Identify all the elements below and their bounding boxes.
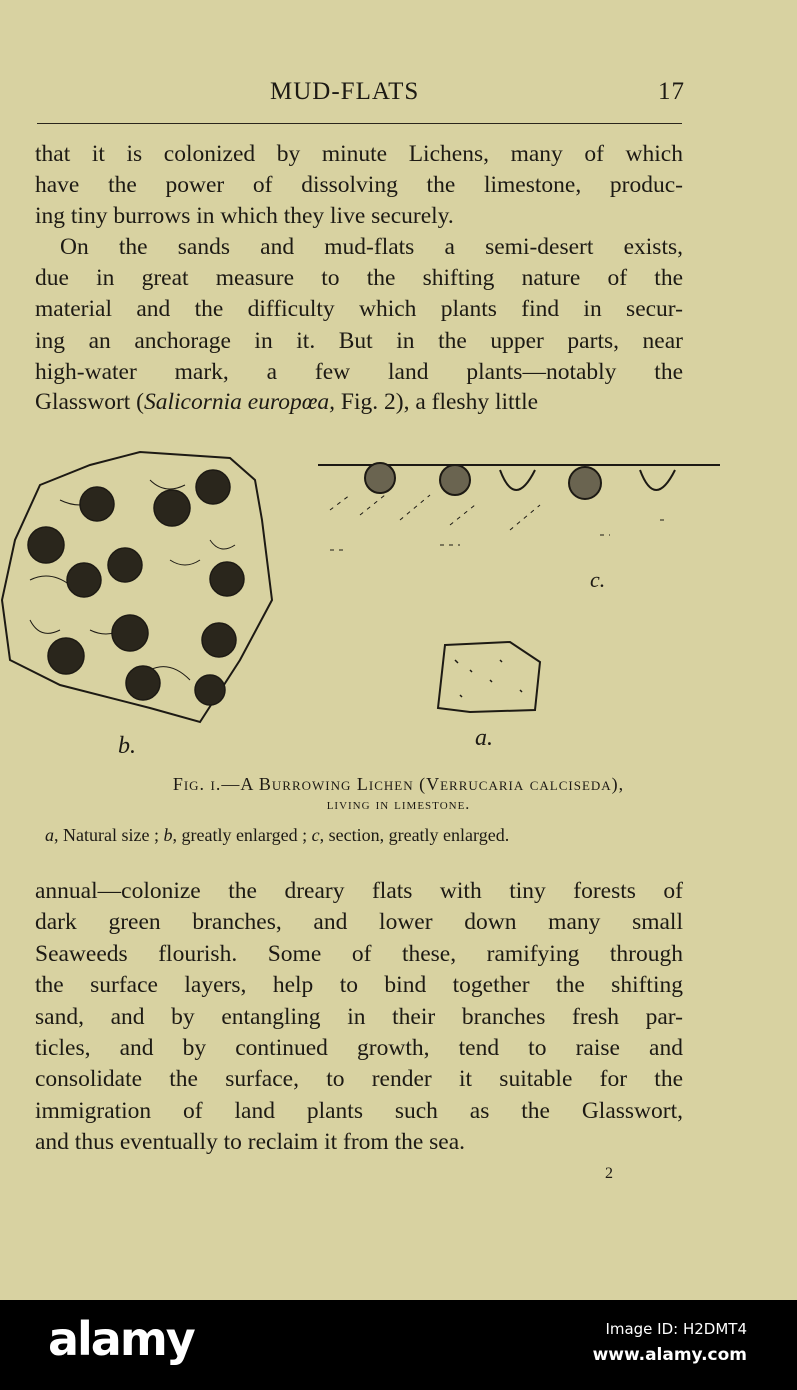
text: , greatly enlarged ;: [172, 825, 312, 845]
alamy-logo: alamy: [48, 1312, 194, 1366]
legend-key: b: [163, 825, 173, 845]
text-line: On the sands and mud-flats a semi-desert exists,: [60, 234, 683, 260]
text: , section, greatly enlarged.: [319, 825, 510, 845]
text-line: Seaweeds flourish. Some of these, ramifying through: [35, 940, 683, 967]
image-id: Image ID: H2DMT4: [605, 1320, 747, 1338]
species-name: Salicornia europœa,: [144, 389, 336, 415]
lichen-figure: [0, 440, 797, 760]
text-line: that it is colonized by minute Lichens, many of which: [35, 141, 683, 167]
text-line: sand, and by entangling in their branches fresh par-: [35, 1003, 683, 1030]
running-head: MUD-FLATS: [270, 78, 420, 105]
text-line: ing tiny burrows in which they live securely.: [35, 203, 454, 230]
text: , Natural size ;: [54, 825, 164, 845]
text-line: ing an anchorage in it. But in the upper parts, near: [35, 327, 683, 354]
text-line: dark green branches, and lower down many small: [35, 909, 683, 936]
header-rule: [37, 123, 682, 124]
text-line: consolidate the surface, to render it suitable for the: [35, 1066, 683, 1093]
figure-caption-title: Fig. i.—A Burrowing Lichen (Verrucaria calciseda),: [172, 774, 625, 794]
legend-key: a: [45, 825, 54, 845]
figure-b-enlarged: [2, 452, 272, 722]
watermark-footer: [0, 1300, 797, 1390]
label-b: b.: [118, 733, 136, 759]
text-line: and thus eventually to reclaim it from the sea.: [35, 1129, 466, 1156]
label-a: a.: [475, 725, 493, 751]
label-c: c.: [590, 567, 606, 592]
text-line: have the power of dissolving the limestone, produc-: [35, 172, 683, 199]
figure-legend: [45, 825, 509, 846]
text-line: the surface layers, help to bind together the shifting: [35, 972, 683, 999]
legend-key: c: [311, 825, 320, 845]
text-line: material and the difficulty which plants find in secur-: [35, 296, 683, 323]
text-line: due in great measure to the shifting nature of the: [35, 265, 683, 292]
signature-mark: 2: [605, 1165, 613, 1182]
page-number: 17: [658, 78, 685, 105]
text-line: annual—colonize the dreary flats with tiny forests of: [35, 878, 683, 904]
figure-c-section: [318, 463, 720, 550]
text: Glasswort (: [35, 389, 144, 415]
text-line: high-water mark, a few land plants—notably the: [35, 358, 683, 385]
figure-a-natural-size: [438, 642, 540, 712]
text-line: ticles, and by continued growth, tend to raise and: [35, 1035, 683, 1061]
figure-caption-subtitle: living in limestone.: [326, 796, 471, 813]
text-line: immigration of land plants such as the Glasswort,: [35, 1097, 683, 1124]
text: Fig. 2), a fleshy little: [335, 389, 539, 415]
site-url: www.alamy.com: [592, 1345, 747, 1365]
paragraph-2-last-line: [35, 388, 683, 416]
